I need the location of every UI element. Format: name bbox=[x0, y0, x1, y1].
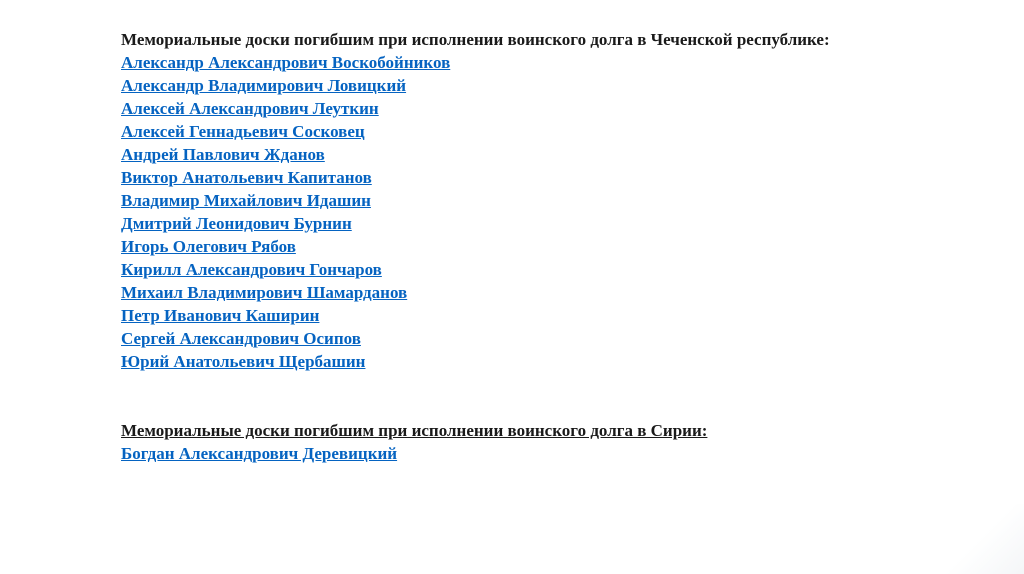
name-link-kapitanov[interactable]: Виктор Анатольевич Капитанов bbox=[121, 168, 372, 187]
list-item bbox=[121, 350, 841, 373]
list-item bbox=[121, 166, 841, 189]
list-item bbox=[121, 120, 841, 143]
name-link-voskoboynikov[interactable]: Александр Александрович Воскобойников bbox=[121, 53, 451, 72]
list-item bbox=[121, 212, 841, 235]
list-item bbox=[121, 327, 841, 350]
name-link-shcherbashin[interactable]: Юрий Анатольевич Щербашин bbox=[121, 352, 366, 371]
name-link-ryabov[interactable]: Игорь Олегович Рябов bbox=[121, 237, 296, 256]
name-link-burnin[interactable]: Дмитрий Леонидович Бурнин bbox=[121, 214, 352, 233]
list-item bbox=[121, 143, 841, 166]
name-link-lovitsky[interactable]: Александр Владимирович Ловицкий bbox=[121, 76, 407, 95]
list-item bbox=[121, 97, 841, 120]
chechnya-name-list bbox=[121, 51, 841, 373]
slide-content bbox=[121, 28, 841, 465]
list-item bbox=[121, 51, 841, 74]
list-item bbox=[121, 235, 841, 258]
list-item bbox=[121, 304, 841, 327]
name-link-leutkin[interactable]: Алексей Александрович Леуткин bbox=[121, 99, 379, 118]
list-item bbox=[121, 189, 841, 212]
name-link-shamardanov[interactable]: Михаил Владимирович Шамарданов bbox=[121, 283, 408, 302]
name-link-goncharov[interactable]: Кирилл Александрович Гончаров bbox=[121, 260, 382, 279]
list-item bbox=[121, 442, 841, 465]
name-link-kashirin[interactable]: Петр Иванович Каширин bbox=[121, 306, 320, 325]
name-link-zhdanov[interactable]: Андрей Павлович Жданов bbox=[121, 145, 325, 164]
name-link-soskovets[interactable]: Алексей Геннадьевич Сосковец bbox=[121, 122, 365, 141]
corner-decoration bbox=[934, 504, 1024, 574]
chechnya-heading: Мемориальные доски погибшим при исполнении воинского долга в Чеченской республике: bbox=[121, 30, 830, 49]
name-link-derevitsky[interactable]: Богдан Александрович Деревицкий bbox=[121, 444, 398, 463]
list-item bbox=[121, 74, 841, 97]
syria-name-list bbox=[121, 442, 841, 465]
list-item bbox=[121, 281, 841, 304]
name-link-idashin[interactable]: Владимир Михайлович Идашин bbox=[121, 191, 371, 210]
section-spacer bbox=[121, 373, 841, 419]
syria-heading: Мемориальные доски погибшим при исполнении воинского долга в Сирии: bbox=[121, 421, 708, 440]
name-link-osipov[interactable]: Сергей Александрович Осипов bbox=[121, 329, 361, 348]
list-item bbox=[121, 258, 841, 281]
